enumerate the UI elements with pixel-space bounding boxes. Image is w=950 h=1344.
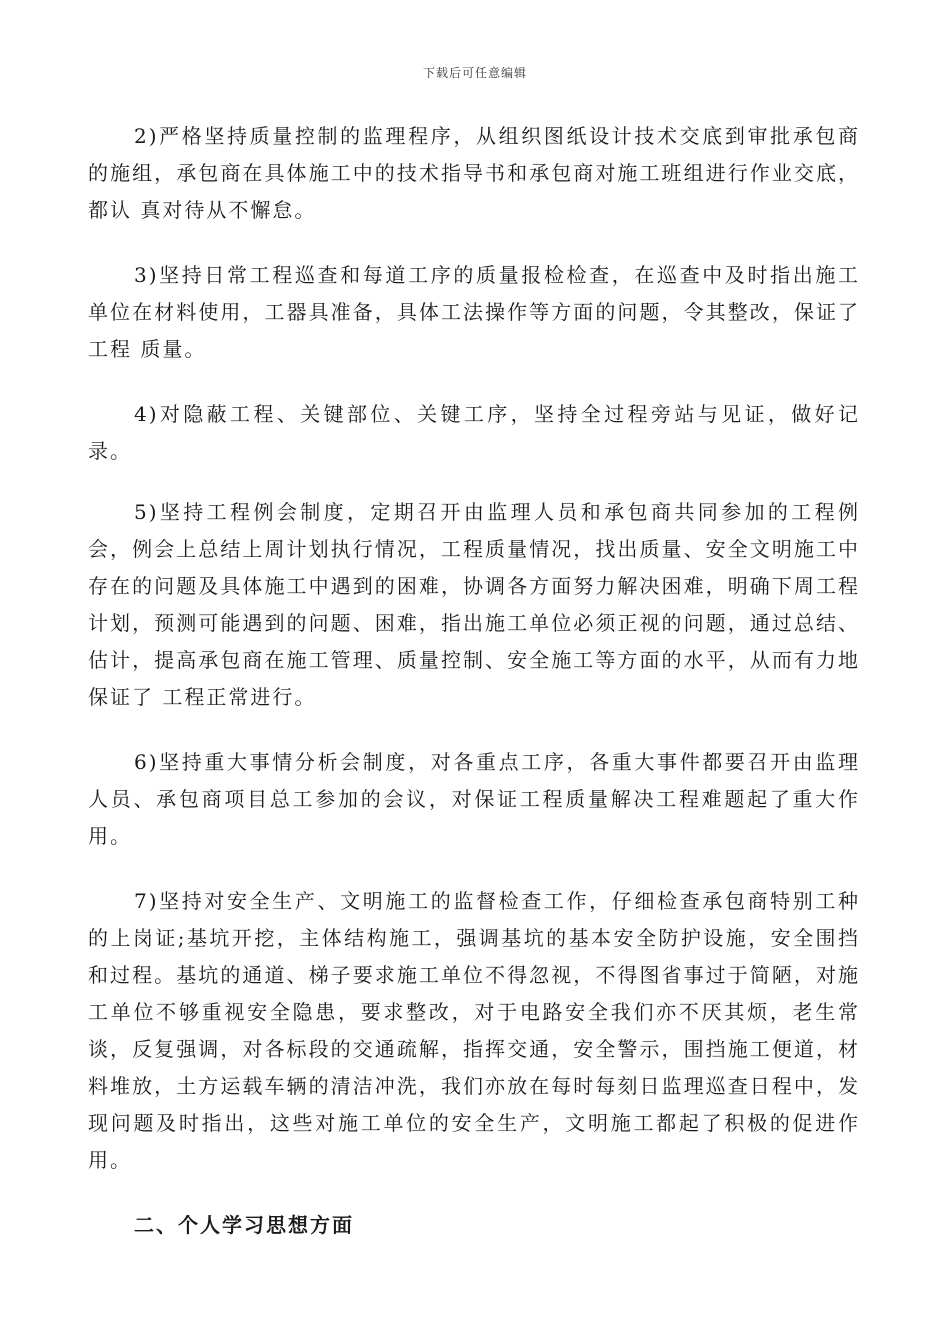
paragraph-6: 6)坚持重大事情分析会制度，对各重点工序，各重大事件都要召开由监理人员、承包商项目总工参加的会议，对保证工程质量解决工程难题起了重大作用。	[88, 750, 860, 848]
page-header: 下载后可任意编辑	[422, 66, 527, 80]
document-body	[88, 118, 860, 1244]
paragraph-4: 4)对隐蔽工程、关键部位、关键工序，坚持全过程旁站与见证，做好记录。	[88, 402, 860, 463]
section-heading: 二、个人学习思想方面	[134, 1213, 354, 1237]
paragraph-2: 2)严格坚持质量控制的监理程序，从组织图纸设计技术交底到审批承包商的施组，承包商在具体施工中的技术指导书和承包商对施工班组进行作业交底，都认 真对待从不懈怠。	[88, 124, 860, 222]
paragraph-5: 5)坚持工程例会制度，定期召开由监理人员和承包商共同参加的工程例会，例会上总结上周计划执行情况，工程质量情况，找出质量、安全文明施工中存在的问题及具体施工中遇到的困难，协调各方面努力解决困难，明确下周工程计划，预测可能遇到的问题、困难，指出施工单位必须正视的问题，通过总结、估计，提高承包商在施工管理、质量控制、安全施工等方面的水平，从而有力地保证了 工程正常进行。	[88, 500, 860, 709]
paragraph-3: 3)坚持日常工程巡查和每道工序的质量报检检查，在巡查中及时指出施工单位在材料使用，工器具准备，具体工法操作等方面的问题，令其整改，保证了工程 质量。	[88, 263, 860, 361]
paragraph-7: 7)坚持对安全生产、文明施工的监督检查工作，仔细检查承包商特别工种的上岗证;基坑开挖，主体结构施工，强调基坑的基本安全防护设施，安全围挡和过程。基坑的通道、梯子要求施工单位不得忽视，不得图省事过于简陋，对施工单位不够重视安全隐患，要求整改，对于电路安全我们亦不厌其烦，老生常谈，反复强调，对各标段的交通疏解，指挥交通，安全警示，围挡施工便道，材料堆放，土方运载车辆的清洁冲洗，我们亦放在每时每刻日监理巡查日程中，发现问题及时指出，这些对施工单位的安全生产，文明施工都起了积极的促进作用。	[88, 889, 860, 1172]
